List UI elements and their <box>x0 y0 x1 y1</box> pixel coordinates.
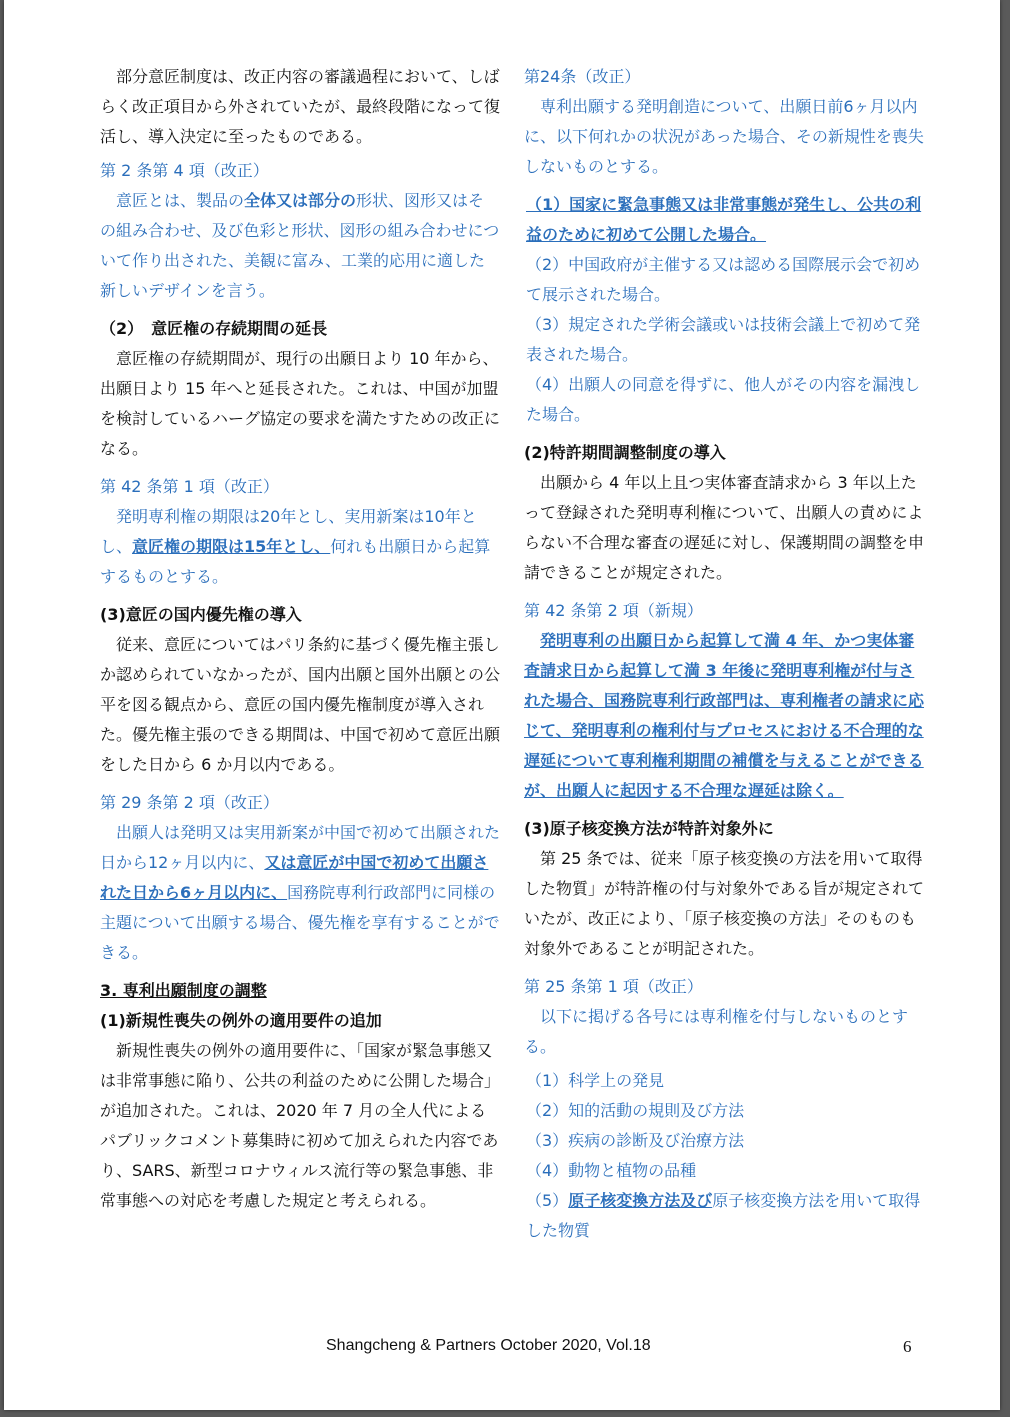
heading-term-adjustment: (2)特許期間調整制度の導入 <box>524 443 726 462</box>
left-column <box>100 62 500 1216</box>
article-25-title: 第 25 条第 1 項（改正） <box>524 977 703 996</box>
article-42-underlined: 意匠権の期限は15年とし、 <box>132 537 331 556</box>
article-29-title: 第 29 条第 2 項（改正） <box>100 793 279 812</box>
heading-novelty-exception: (1)新規性喪失の例外の適用要件の追加 <box>100 1011 382 1030</box>
article-25-item-4: （4）動物と植物の品種 <box>526 1161 697 1180</box>
article-24-title: 第24条（改正） <box>524 67 641 86</box>
heading-term-extension: （2） 意匠権の存続期間の延長 <box>100 319 328 338</box>
article-25-item-5 <box>524 1186 924 1246</box>
paragraph-design-partial: 部分意匠制度は、改正内容の審議過程において、しばらく改正項目から外されていたが、最終段階になって復活し、導入決定に至ったものである。 <box>100 67 501 146</box>
article-24-item-4: （4）出願人の同意を得ずに、他人がその内容を漏洩した場合。 <box>526 375 921 424</box>
article-24-item-1: （1）国家に緊急事態又は非常事態が発生し、公共の利益のために初めて公開した場合。 <box>526 195 922 244</box>
article-25-item-5-underlined: 原子核変換方法及び <box>568 1191 713 1210</box>
heading-nuclear-transformation: (3)原子核変換方法が特許対象外に <box>524 819 774 838</box>
document-page <box>4 0 1000 1410</box>
heading-section-3: 3. 専利出願制度の調整 <box>100 981 267 1000</box>
article-2-title: 第 2 条第 4 項（改正） <box>100 161 269 180</box>
article-25-item-3: （3）疾病の診断及び治療方法 <box>526 1131 745 1150</box>
article-42-title: 第 42 条第 1 項（改正） <box>100 477 279 496</box>
article-24-body: 専利出願する発明創造について、出願日前6ヶ月以内に、以下何れかの状況があった場合、その新規性を喪失しないものとする。 <box>524 97 924 176</box>
article-29-text-c: 国務院専利行政部門に同様の主題について出願する場合、優先権を享有することができる。 <box>100 883 500 962</box>
article-42-body <box>100 502 500 592</box>
article-2-bold: 全体又は部分の <box>244 191 357 210</box>
article-25-body: 以下に掲げる各号には専利権を付与しないものとする。 <box>524 1007 909 1056</box>
article-29-body <box>100 818 500 968</box>
heading-domestic-priority: (3)意匠の国内優先権の導入 <box>100 605 302 624</box>
article-25-item-1: （1）科学上の発見 <box>526 1071 665 1090</box>
paragraph-domestic-priority: 従来、意匠についてはパリ条約に基づく優先権主張しか認められていなかったが、国内出願と国外出願との公平を図る観点から、意匠の国内優先権制度が導入された。優先権主張のできる期間は、中国で初めて意匠出願をした日から 6 か月以内である。 <box>100 635 501 774</box>
article-42-2-title: 第 42 条第 2 項（新規） <box>524 601 703 620</box>
article-42-text-c: 何れも出願日から起算するものとする。 <box>100 537 491 586</box>
paragraph-term-adjustment: 出願から 4 年以上且つ実体審査請求から 3 年以上たって登録された発明専利権について、出願人の責めによらない不合理な審査の遅延に対し、保護期間の調整を申請できることが規定された。 <box>524 473 925 582</box>
article-25-item-5-rest: 原子核変換方法を用いて取得した物質 <box>526 1191 921 1240</box>
article-29-underlined: 又は意匠が中国で初めて出願された日から6ヶ月以内に、 <box>100 853 489 902</box>
article-2-text-a: 意匠とは、製品の <box>116 191 245 210</box>
article-25-item-2: （2）知的活動の規則及び方法 <box>526 1101 745 1120</box>
article-2-body <box>100 186 500 306</box>
paragraph-term-extension: 意匠権の存続期間が、現行の出願日より 10 年から、出願日より 15 年へと延長された。これは、中国が加盟を検討しているハーグ協定の要求を満たすための改正になる。 <box>100 349 501 458</box>
article-24-item-3: （3）規定された学術会議或いは技術会議上で初めて発表された場合。 <box>526 315 921 364</box>
article-2-text-c: 形状、図形又はその組み合わせ、及び色彩と形状、図形の組み合わせについて作り出された、美観に富み、工業的応用に適した新しいデザインを言う。 <box>100 191 500 300</box>
article-29-text-a: 出願人は発明又は実用新案が中国で初めて出願された日から12ヶ月以内に、 <box>100 823 501 872</box>
article-25-item-5-prefix: （5） <box>526 1191 569 1210</box>
right-column <box>524 62 924 1246</box>
paragraph-novelty-exception: 新規性喪失の例外の適用要件に、「国家が緊急事態又は非常事態に陥り、公共の利益のために公開した場合」が追加された。これは、2020 年 7 月の全人代によるパブリックコメント募集時に初めて加えられた内容であり、SARS、新型コロナウィルス流行等の緊急事態、非常事態への対応を考慮した規定と考えられる。 <box>100 1041 501 1210</box>
article-42-2-body: 発明専利の出願日から起算して満 4 年、かつ実体審査請求日から起算して満 3 年後に発明専利権が付与された場合、国務院専利行政部門は、専利権者の請求に応じて、発明専利の権利付与プロセスにおける不合理的な遅延について専利権利期間の補償を与えることができるが、出願人に起因する不合理な遅延は除く。 <box>524 631 925 800</box>
footer-publication: Shangcheng & Partners October 2020, Vol.18 <box>326 1337 651 1354</box>
footer-page-number: 6 <box>903 1337 912 1356</box>
article-24-item-2: （2）中国政府が主催する又は認める国際展示会で初めて展示された場合。 <box>526 255 921 304</box>
article-42-text-a: 発明専利権の期限は20年とし、実用新案は10年とし、 <box>100 507 477 556</box>
paragraph-nuclear-transformation: 第 25 条では、従来「原子核変換の方法を用いて取得した物質」が特許権の付与対象外である旨が規定されていたが、改正により、「原子核変換の方法」そのものも対象外であることが明記された。 <box>524 849 925 958</box>
